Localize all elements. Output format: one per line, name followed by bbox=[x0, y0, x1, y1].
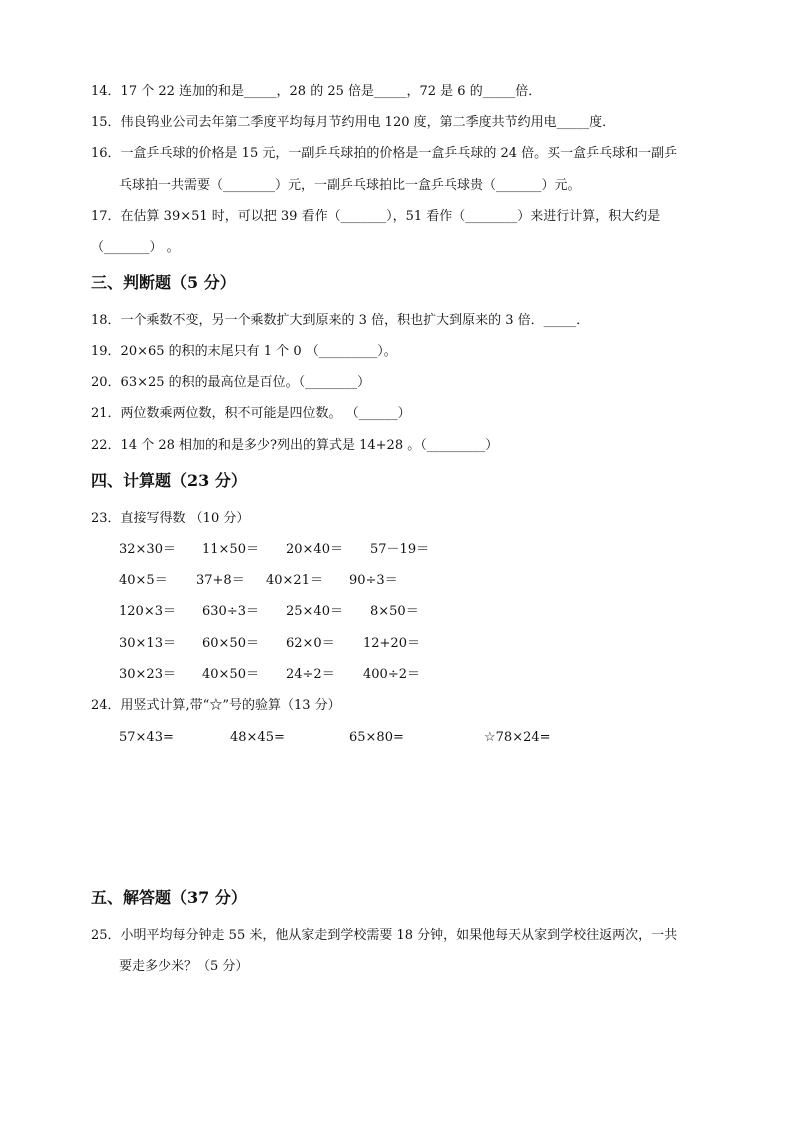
calc-item: 30×13＝ bbox=[119, 636, 176, 651]
calc-item: 60×50＝ bbox=[202, 636, 259, 651]
calc-item: 37+8＝ bbox=[196, 573, 245, 588]
question-24: 24．用竖式计算,带“☆”号的验算（13 分） bbox=[91, 698, 341, 713]
question-25-line-2: 要走多少米？（5 分） bbox=[119, 959, 249, 974]
vertical-calc-item: ☆78×24= bbox=[484, 730, 551, 745]
question-14: 14．17 个 22 连加的和是_____，28 的 25 倍是_____，72 是 6 的_____倍． bbox=[91, 84, 542, 99]
calc-item: 30×23＝ bbox=[119, 667, 176, 682]
calc-item: 120×3＝ bbox=[119, 604, 176, 619]
section-4-heading: 四、计算题（23 分） bbox=[91, 471, 247, 490]
question-25-line-1: 25．小明平均每分钟走 55 米，他从家走到学校需要 18 分钟，如果他每天从家到学校往返两次，一共 bbox=[91, 928, 678, 943]
question-22: 22．14 个 28 相加的和是多少?列出的算式是 14+28 。（_________） bbox=[91, 438, 499, 453]
calc-item: 630÷3＝ bbox=[202, 604, 259, 619]
question-17-line-2: （_______） 。 bbox=[91, 240, 180, 255]
question-19: 19．20×65 的积的末尾只有 1 个 0 （_________）。 bbox=[91, 344, 397, 359]
question-23: 23．直接写得数 （10 分） bbox=[91, 511, 250, 526]
calc-item: 8×50＝ bbox=[370, 604, 419, 619]
calc-item: 40×5＝ bbox=[119, 573, 168, 588]
question-18: 18．一个乘数不变，另一个乘数扩大到原来的 3 倍，积也扩大到原来的 3 倍．_____． bbox=[91, 313, 590, 328]
calc-item: 40×21＝ bbox=[266, 573, 323, 588]
question-16-line-2: 乓球拍一共需要（________）元，一副乒乓球拍比一盒乒乓球贵（_______）元。 bbox=[119, 178, 581, 193]
calc-item: 25×40＝ bbox=[286, 604, 343, 619]
calc-item: 20×40＝ bbox=[286, 542, 343, 557]
vertical-calc-item: 48×45= bbox=[230, 730, 285, 745]
calc-item: 400÷2＝ bbox=[363, 667, 420, 682]
calc-item: 57－19＝ bbox=[370, 542, 430, 557]
calc-item: 62×0＝ bbox=[286, 636, 335, 651]
section-5-heading: 五、解答题（37 分） bbox=[91, 888, 247, 907]
calc-item: 12+20＝ bbox=[363, 636, 420, 651]
calc-item: 11×50＝ bbox=[202, 542, 259, 557]
calc-item: 24÷2＝ bbox=[286, 667, 335, 682]
vertical-calc-item: 57×43= bbox=[119, 730, 174, 745]
question-16-line-1: 16．一盒乒乓球的价格是 15 元，一副乒乓球拍的价格是一盒乒乓球的 24 倍。买一盒乒乓球和一副乒 bbox=[91, 146, 678, 161]
calc-item: 40×50＝ bbox=[202, 667, 259, 682]
section-3-heading: 三、判断题（5 分） bbox=[91, 273, 236, 292]
vertical-calc-item: 65×80= bbox=[349, 730, 404, 745]
calc-item: 32×30＝ bbox=[119, 542, 176, 557]
question-17-line-1: 17．在估算 39×51 时，可以把 39 看作（_______），51 看作（________）来进行计算，积大约是 bbox=[91, 209, 661, 224]
calc-item: 90÷3＝ bbox=[349, 573, 398, 588]
question-20: 20．63×25 的积的最高位是百位。（________） bbox=[91, 375, 371, 390]
question-21: 21．两位数乘两位数，积不可能是四位数。 （______） bbox=[91, 406, 411, 421]
question-15: 15．伟良钨业公司去年第二季度平均每月节约用电 120 度，第二季度共节约用电_____度． bbox=[91, 115, 616, 130]
